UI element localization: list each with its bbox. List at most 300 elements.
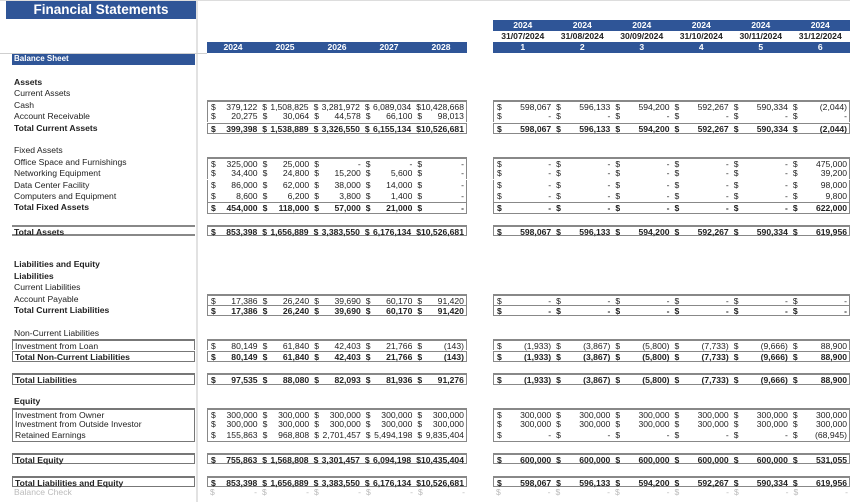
value-cell[interactable] [672, 306, 731, 315]
value-cell[interactable] [311, 159, 363, 168]
value-cell[interactable] [414, 159, 466, 168]
value-cell[interactable] [311, 102, 362, 111]
value-cell[interactable] [414, 352, 466, 361]
value-cell[interactable] [731, 306, 790, 315]
row-label: Liabilities and Equity [14, 259, 100, 270]
value-cell[interactable] [612, 430, 671, 440]
amount: 80,149 [231, 351, 258, 362]
value-cell[interactable] [790, 375, 849, 386]
amount: 590,334 [756, 123, 788, 134]
value-cell[interactable] [208, 159, 260, 168]
value-cell[interactable] [363, 341, 415, 350]
value-cell[interactable] [553, 203, 612, 212]
value-cell[interactable] [553, 227, 612, 238]
value-cell[interactable] [494, 180, 553, 191]
amount: 598,067 [520, 123, 552, 134]
value-cell[interactable] [790, 430, 849, 440]
value-cell[interactable] [311, 111, 363, 122]
currency-symbol: $ [615, 455, 621, 466]
row-non-current-liabilities [0, 328, 850, 339]
value-cell[interactable] [612, 455, 671, 466]
value-cell[interactable] [672, 159, 731, 168]
value-cell[interactable] [790, 227, 849, 238]
value-cell[interactable] [672, 102, 731, 111]
value-cell[interactable] [363, 203, 415, 212]
currency-symbol: $ [556, 168, 561, 179]
row-label: Investment from Owner [12, 408, 195, 419]
value-cell[interactable] [414, 191, 466, 202]
value-cell[interactable] [208, 430, 260, 440]
value-cell[interactable] [553, 455, 612, 466]
currency-symbol: $ [734, 487, 739, 498]
value-cell[interactable] [207, 487, 259, 498]
amount: - [666, 168, 670, 179]
value-cell[interactable] [259, 487, 311, 498]
currency-symbol: $ [211, 111, 216, 122]
value-cell[interactable] [731, 180, 790, 191]
amount: (3,867) [583, 351, 611, 362]
value-cell[interactable] [672, 352, 731, 361]
value-cell[interactable] [672, 191, 731, 202]
value-cell[interactable] [553, 296, 612, 305]
value-cell[interactable] [731, 487, 791, 498]
value-cell[interactable] [553, 306, 612, 315]
value-cell[interactable] [672, 419, 731, 430]
value-cell[interactable] [363, 352, 415, 361]
value-cell[interactable] [553, 341, 612, 350]
value-cell[interactable] [553, 102, 612, 111]
amount: - [548, 111, 552, 122]
value-cell[interactable] [413, 455, 466, 466]
value-cell[interactable] [260, 410, 312, 419]
value-cell[interactable] [311, 410, 363, 419]
amount: 38,000 [334, 179, 361, 190]
value-cell[interactable] [208, 227, 259, 238]
row-label: Data Center Facility [14, 179, 90, 190]
value-cell[interactable] [494, 352, 553, 361]
value-cell[interactable] [553, 111, 612, 122]
value-cell[interactable] [612, 296, 671, 305]
amount: 10,428,668 [420, 101, 464, 112]
value-cell[interactable] [553, 430, 612, 440]
value-cell[interactable] [362, 227, 413, 238]
value-cell[interactable] [311, 487, 363, 498]
value-cell[interactable] [612, 352, 671, 361]
value-cell[interactable] [260, 203, 312, 212]
value-cell[interactable] [208, 352, 260, 361]
value-cell[interactable] [260, 352, 312, 361]
value-cell[interactable] [414, 341, 466, 350]
value-cell[interactable] [414, 296, 466, 305]
value-cell[interactable] [612, 227, 671, 238]
value-cell[interactable] [363, 306, 415, 315]
value-cell[interactable] [612, 111, 671, 122]
row-total-assets [0, 225, 850, 236]
annual-values [207, 453, 467, 464]
value-cell[interactable] [494, 478, 553, 486]
value-cell[interactable] [494, 430, 553, 440]
value-cell[interactable] [208, 455, 259, 466]
value-cell[interactable] [553, 410, 612, 419]
value-cell[interactable] [260, 430, 312, 440]
value-cell[interactable] [612, 159, 671, 168]
value-cell[interactable] [208, 111, 260, 122]
value-cell[interactable] [790, 203, 849, 212]
value-cell[interactable] [208, 296, 260, 305]
monthly-date-header: 31/08/2024 [560, 31, 604, 41]
value-cell[interactable] [672, 455, 731, 466]
currency-symbol: $ [556, 111, 561, 122]
amount: 25,000 [282, 158, 310, 169]
annual-values [207, 351, 467, 362]
value-cell[interactable] [311, 296, 363, 305]
value-cell[interactable] [311, 455, 362, 466]
currency-symbol: $ [496, 487, 501, 498]
amount: 6,200 [287, 190, 310, 201]
currency-symbol: $ [211, 203, 216, 214]
value-cell[interactable] [672, 430, 731, 440]
value-cell[interactable] [553, 352, 612, 361]
value-cell[interactable] [415, 487, 467, 498]
value-cell[interactable] [731, 102, 790, 111]
currency-symbol: $ [556, 190, 561, 201]
value-cell[interactable] [208, 168, 260, 179]
currency-symbol: $ [314, 158, 319, 169]
value-cell[interactable] [414, 410, 466, 419]
value-cell[interactable] [208, 306, 260, 315]
currency-symbol: $ [792, 430, 798, 441]
currency-symbol: $ [733, 351, 739, 362]
value-cell[interactable] [791, 487, 850, 498]
value-cell[interactable] [672, 227, 731, 238]
value-cell[interactable] [731, 203, 790, 212]
row-networking-equipment [0, 168, 850, 179]
value-cell[interactable] [363, 191, 415, 202]
value-cell[interactable] [790, 124, 849, 133]
value-cell[interactable] [731, 124, 790, 133]
value-cell[interactable] [414, 180, 466, 191]
amount: 17,386 [231, 305, 258, 316]
value-cell[interactable] [672, 203, 731, 212]
value-cell[interactable] [311, 227, 362, 238]
value-cell[interactable] [612, 102, 671, 111]
value-cell[interactable] [208, 203, 260, 212]
currency-symbol: $ [792, 101, 798, 112]
value-cell[interactable] [731, 410, 790, 419]
amount: 21,766 [386, 341, 413, 352]
value-cell[interactable] [553, 159, 612, 168]
value-cell[interactable] [790, 180, 849, 191]
amount: - [357, 158, 361, 169]
value-cell[interactable] [260, 296, 312, 305]
currency-symbol: $ [497, 179, 502, 190]
value-cell[interactable] [731, 419, 790, 430]
value-cell[interactable] [311, 168, 363, 179]
amount: 86,000 [231, 179, 258, 190]
value-cell[interactable] [553, 180, 612, 191]
value-cell[interactable] [494, 306, 553, 315]
value-cell[interactable] [553, 375, 612, 386]
currency-symbol: $ [211, 190, 216, 201]
currency-symbol: $ [314, 203, 319, 214]
value-cell[interactable] [790, 306, 849, 315]
value-cell[interactable] [362, 478, 413, 486]
currency-symbol: $ [365, 190, 371, 201]
value-cell[interactable] [790, 168, 849, 179]
value-cell[interactable] [494, 203, 553, 212]
value-cell[interactable] [208, 341, 260, 350]
currency-symbol: $ [262, 168, 268, 179]
value-cell[interactable] [672, 296, 731, 305]
value-cell[interactable] [672, 375, 731, 386]
value-cell[interactable] [494, 455, 553, 466]
amount: (7,733) [701, 341, 729, 352]
value-cell[interactable] [731, 296, 790, 305]
value-cell[interactable] [553, 487, 613, 498]
amount: - [461, 190, 464, 201]
currency-symbol: $ [674, 190, 680, 201]
value-cell[interactable] [311, 478, 362, 486]
value-cell[interactable] [731, 191, 790, 202]
value-cell[interactable] [260, 159, 312, 168]
value-cell[interactable] [260, 306, 312, 315]
value-cell[interactable] [363, 168, 415, 179]
value-cell[interactable] [790, 352, 849, 361]
amount: 300,000 [638, 418, 670, 429]
value-cell[interactable] [414, 203, 466, 212]
amount: 80,149 [231, 341, 258, 352]
value-cell[interactable] [672, 124, 731, 133]
currency-symbol: $ [615, 101, 621, 112]
value-cell[interactable] [790, 102, 849, 111]
currency-symbol: $ [365, 341, 371, 352]
value-cell[interactable] [311, 375, 363, 386]
currency-symbol: $ [674, 203, 680, 214]
row-liabilities [0, 271, 850, 282]
value-cell[interactable] [731, 455, 790, 466]
value-cell[interactable] [494, 102, 553, 111]
value-cell[interactable] [553, 478, 612, 486]
value-cell[interactable] [790, 419, 849, 430]
value-cell[interactable] [363, 296, 415, 305]
value-cell[interactable] [362, 102, 413, 111]
value-cell[interactable] [731, 375, 790, 386]
value-cell[interactable] [731, 227, 790, 238]
value-cell[interactable] [731, 430, 790, 440]
value-cell[interactable] [612, 306, 671, 315]
value-cell[interactable] [494, 410, 553, 419]
currency-symbol: $ [556, 455, 561, 466]
value-cell[interactable] [731, 111, 790, 122]
value-cell[interactable] [493, 487, 553, 498]
currency-symbol: $ [262, 179, 268, 190]
value-cell[interactable] [208, 124, 259, 133]
value-cell[interactable] [672, 487, 732, 498]
value-cell[interactable] [553, 124, 612, 133]
value-cell[interactable] [208, 191, 260, 202]
value-cell[interactable] [260, 341, 312, 350]
value-cell[interactable] [311, 180, 363, 191]
value-cell[interactable] [208, 410, 260, 419]
value-cell[interactable] [260, 419, 312, 430]
value-cell[interactable] [363, 180, 415, 191]
value-cell[interactable] [259, 455, 310, 466]
currency-symbol: $ [674, 430, 680, 441]
value-cell[interactable] [494, 124, 553, 133]
value-cell[interactable] [494, 227, 553, 238]
value-cell[interactable] [208, 478, 259, 486]
value-cell[interactable] [413, 124, 466, 133]
value-cell[interactable] [208, 419, 260, 430]
amount: (5,800) [642, 341, 670, 352]
value-cell[interactable] [494, 111, 553, 122]
value-cell[interactable] [494, 375, 553, 386]
value-cell[interactable] [363, 487, 415, 498]
value-cell[interactable] [612, 180, 671, 191]
value-cell[interactable] [311, 203, 363, 212]
value-cell[interactable] [259, 124, 310, 133]
amount: - [785, 487, 789, 498]
value-cell[interactable] [494, 191, 553, 202]
amount: - [462, 487, 465, 498]
monthly-values [493, 408, 850, 419]
value-cell[interactable] [790, 410, 849, 419]
value-cell[interactable] [414, 111, 466, 122]
value-cell[interactable] [494, 168, 553, 179]
value-cell[interactable] [311, 306, 363, 315]
value-cell[interactable] [494, 419, 553, 430]
value-cell[interactable] [612, 487, 672, 498]
value-cell[interactable] [494, 159, 553, 168]
value-cell[interactable] [259, 102, 310, 111]
value-cell[interactable] [612, 375, 671, 386]
value-cell[interactable] [260, 180, 312, 191]
value-cell[interactable] [208, 180, 260, 191]
value-cell[interactable] [553, 191, 612, 202]
amount: 619,956 [815, 477, 848, 488]
value-cell[interactable] [612, 168, 671, 179]
value-cell[interactable] [260, 375, 312, 386]
value-cell[interactable] [363, 375, 415, 386]
value-cell[interactable] [731, 159, 790, 168]
value-cell[interactable] [672, 111, 731, 122]
currency-symbol: $ [365, 375, 371, 386]
value-cell[interactable] [414, 306, 466, 315]
amount: 1,400 [390, 190, 413, 201]
value-cell[interactable] [259, 227, 310, 238]
value-cell[interactable] [311, 419, 363, 430]
value-cell[interactable] [414, 375, 466, 386]
value-cell[interactable] [553, 419, 612, 430]
value-cell[interactable] [790, 455, 849, 466]
amount: 97,535 [231, 375, 258, 386]
value-cell[interactable] [494, 341, 553, 350]
amount: 98,000 [820, 179, 848, 190]
value-cell[interactable] [612, 419, 671, 430]
annual-values [207, 430, 467, 441]
value-cell[interactable] [363, 111, 415, 122]
value-cell[interactable] [790, 159, 849, 168]
value-cell[interactable] [311, 352, 363, 361]
value-cell[interactable] [672, 341, 731, 350]
value-cell[interactable] [612, 203, 671, 212]
amount: - [784, 305, 788, 316]
value-cell[interactable] [790, 341, 849, 350]
value-cell[interactable] [672, 168, 731, 179]
amount: 88,900 [820, 375, 848, 386]
amount: 300,000 [756, 409, 788, 420]
value-cell[interactable] [494, 296, 553, 305]
amount: 598,067 [520, 101, 552, 112]
value-cell[interactable] [414, 168, 466, 179]
value-cell[interactable] [612, 410, 671, 419]
value-cell[interactable] [414, 430, 466, 440]
value-cell[interactable] [311, 430, 363, 440]
amount: 598,067 [520, 227, 552, 238]
row-total-non-current-liabilities [0, 351, 850, 362]
currency-symbol: $ [674, 477, 680, 488]
value-cell[interactable] [363, 430, 415, 440]
currency-symbol: $ [211, 168, 216, 179]
value-cell[interactable] [413, 102, 466, 111]
value-cell[interactable] [260, 111, 312, 122]
value-cell[interactable] [731, 478, 790, 486]
value-cell[interactable] [612, 341, 671, 350]
value-cell[interactable] [790, 111, 849, 122]
value-cell[interactable] [363, 410, 415, 419]
value-cell[interactable] [612, 478, 671, 486]
value-cell[interactable] [790, 478, 849, 486]
currency-symbol: $ [314, 305, 319, 316]
currency-symbol: $ [733, 227, 739, 238]
value-cell[interactable] [259, 478, 310, 486]
value-cell[interactable] [731, 168, 790, 179]
value-cell[interactable] [363, 419, 415, 430]
value-cell[interactable] [413, 227, 466, 238]
value-cell[interactable] [612, 191, 671, 202]
amount: - [784, 111, 788, 122]
value-cell[interactable] [672, 180, 731, 191]
value-cell[interactable] [731, 352, 790, 361]
value-cell[interactable] [260, 168, 312, 179]
value-cell[interactable] [311, 341, 363, 350]
value-cell[interactable] [612, 124, 671, 133]
row-current-liabilities [0, 282, 850, 293]
amount: 300,000 [226, 418, 258, 429]
value-cell[interactable] [414, 419, 466, 430]
value-cell[interactable] [413, 478, 466, 486]
value-cell[interactable] [311, 124, 362, 133]
value-cell[interactable] [553, 168, 612, 179]
value-cell[interactable] [362, 124, 413, 133]
value-cell[interactable] [208, 375, 260, 386]
amount: 590,334 [756, 101, 788, 112]
value-cell[interactable] [672, 478, 731, 486]
value-cell[interactable] [362, 455, 413, 466]
value-cell[interactable] [260, 191, 312, 202]
currency-symbol: $ [792, 123, 798, 134]
value-cell[interactable] [363, 159, 415, 168]
value-cell[interactable] [790, 296, 849, 305]
value-cell[interactable] [311, 191, 363, 202]
value-cell[interactable] [731, 341, 790, 350]
amount: 155,863 [226, 430, 258, 441]
value-cell[interactable] [790, 191, 849, 202]
currency-symbol: $ [262, 430, 268, 441]
value-cell[interactable] [208, 102, 259, 111]
row-liabilities-and-equity [0, 259, 850, 270]
value-cell[interactable] [672, 410, 731, 419]
